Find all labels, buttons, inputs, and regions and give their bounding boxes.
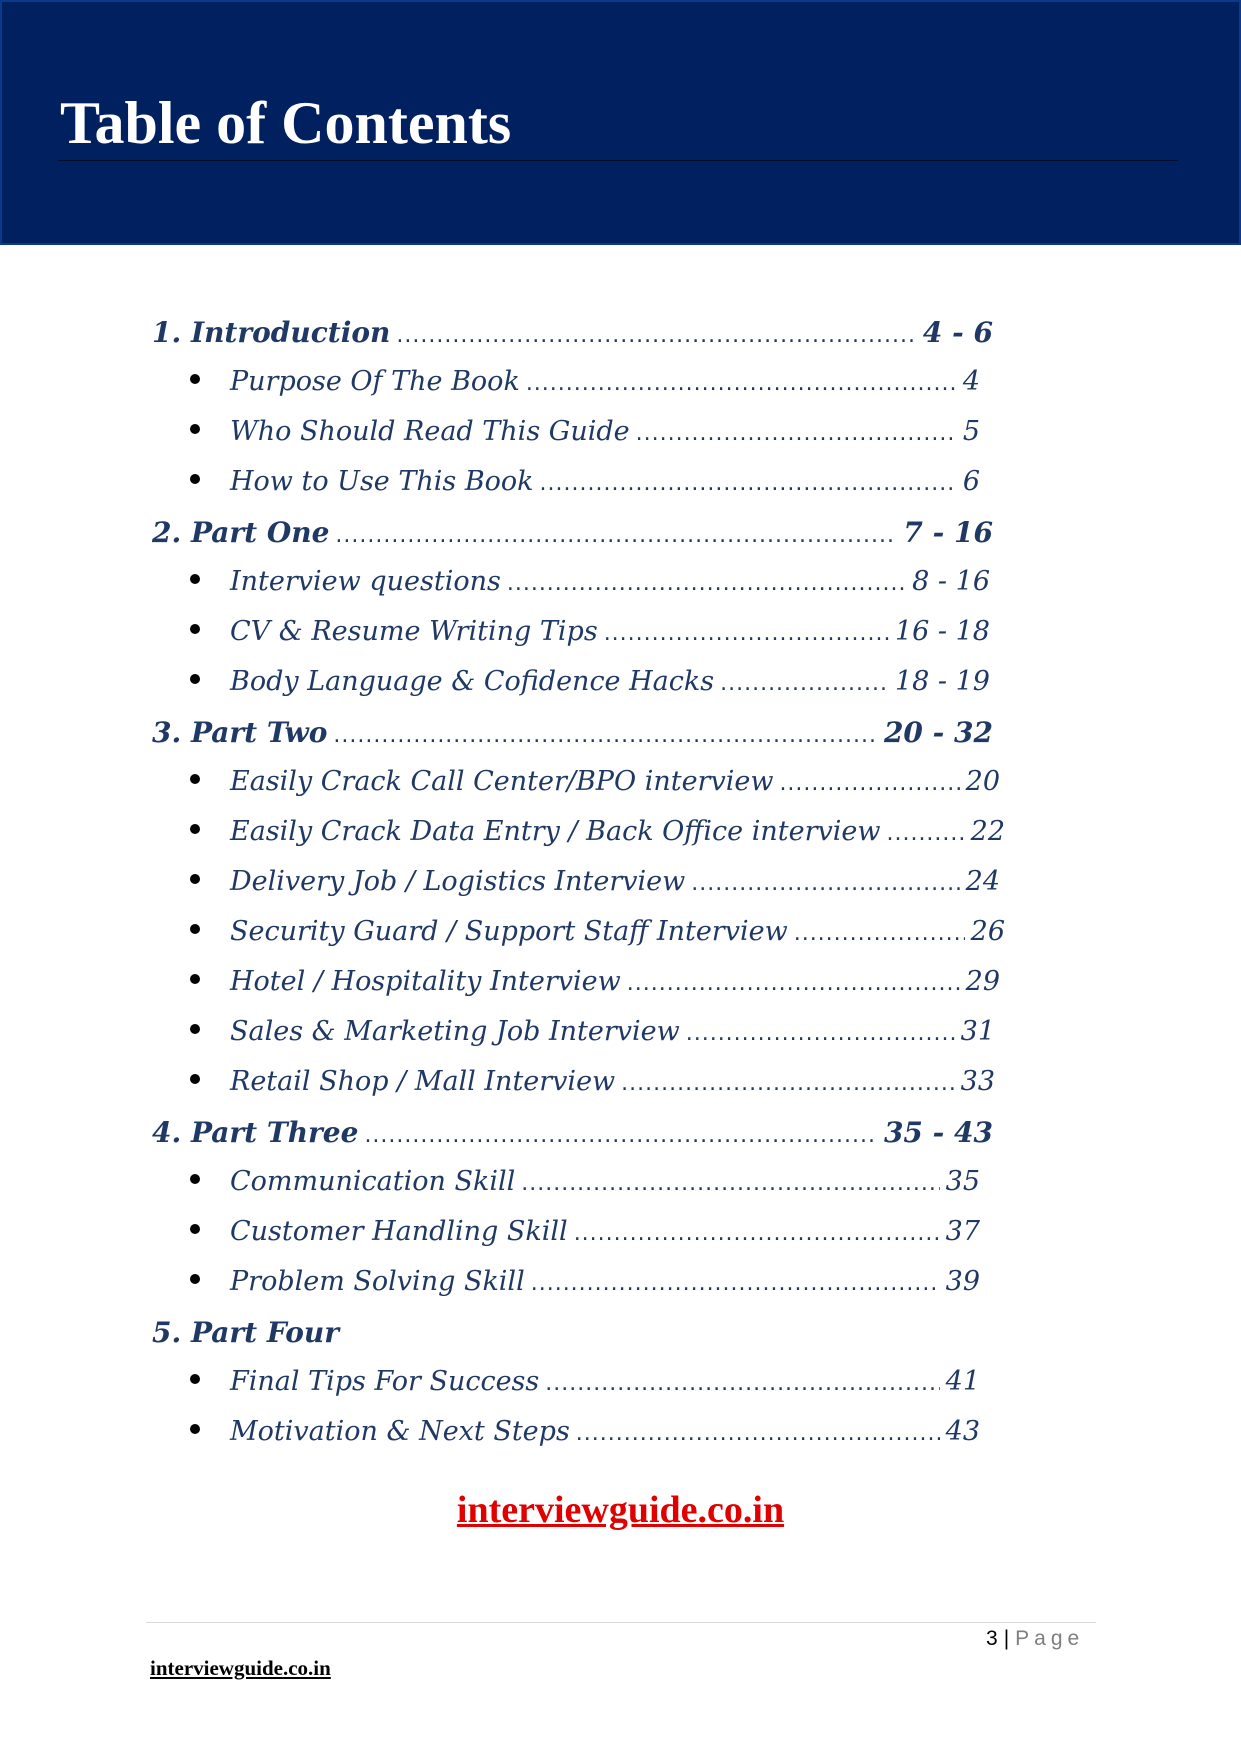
toc-item-label: Security Guard / Support Staff Interview: [230, 916, 788, 947]
toc-item[interactable]: [190, 666, 990, 706]
header-band: [0, 0, 1241, 245]
toc-item[interactable]: [190, 466, 980, 506]
page-title: Table of Contents: [60, 90, 512, 156]
toc-section-label: 3. Part Two: [152, 716, 328, 749]
toc-item-label: Easily Crack Data Entry / Back Office interview: [230, 816, 881, 847]
toc-item[interactable]: [190, 816, 1005, 856]
footer-divider: [146, 1622, 1096, 1623]
page-separator: |: [1003, 1627, 1010, 1650]
toc-dot-leader: [540, 471, 957, 496]
toc-dot-leader: [720, 671, 889, 696]
toc-item-label: Final Tips For Success: [230, 1366, 540, 1397]
toc-item-pages: 16 - 18: [894, 616, 990, 647]
toc-item-pages: 41: [945, 1366, 980, 1397]
bullet-icon: [190, 924, 200, 934]
toc-item-pages: 4: [962, 366, 980, 397]
toc-dot-leader: [691, 871, 959, 896]
bullet-icon: [190, 874, 200, 884]
toc-dot-leader: [574, 1221, 940, 1246]
toc-item-label: Retail Shop / Mall Interview: [230, 1066, 616, 1097]
toc-item-label: Who Should Read This Guide: [230, 416, 630, 447]
toc-dot-leader: [333, 723, 878, 748]
toc-dot-leader: [779, 771, 959, 796]
toc-section[interactable]: [152, 316, 993, 360]
toc-dot-leader: [794, 921, 965, 946]
toc-dot-leader: [886, 821, 964, 846]
toc-item[interactable]: [190, 1216, 980, 1256]
website-link[interactable]: interviewguide.co.in: [456, 1489, 785, 1531]
toc-item[interactable]: [190, 1416, 980, 1456]
bullet-icon: [190, 974, 200, 984]
toc-item[interactable]: [190, 1016, 995, 1056]
toc-item-pages: 22: [970, 816, 1005, 847]
toc-dot-leader: [396, 323, 917, 348]
toc-item[interactable]: [190, 1366, 980, 1406]
toc-section[interactable]: [152, 716, 993, 760]
toc-item[interactable]: [190, 1166, 980, 1206]
toc-item[interactable]: [190, 416, 980, 456]
toc-item[interactable]: [190, 566, 990, 606]
toc-section-pages: 7 - 16: [903, 516, 993, 549]
toc-section-pages: 20 - 32: [883, 716, 993, 749]
header-divider: [58, 160, 1178, 161]
bullet-icon: [190, 1174, 200, 1184]
page-number-label: [986, 1627, 1084, 1651]
bullet-icon: [190, 424, 200, 434]
toc-item-pages: 8 - 16: [912, 566, 990, 597]
toc-item-pages: 39: [945, 1266, 980, 1297]
bullet-icon: [190, 1024, 200, 1034]
toc-item-pages: 37: [945, 1216, 980, 1247]
toc-item-pages: 18 - 19: [894, 666, 990, 697]
toc-item-label: Hotel / Hospitality Interview: [230, 966, 621, 997]
toc-item-pages: 26: [970, 916, 1005, 947]
toc-dot-leader: [621, 1071, 954, 1096]
toc-item[interactable]: [190, 366, 980, 406]
bullet-icon: [190, 624, 200, 634]
toc-item-label: CV & Resume Writing Tips: [230, 616, 598, 647]
toc-item-label: Problem Solving Skill: [230, 1266, 525, 1297]
toc-item-label: Easily Crack Call Center/BPO interview: [230, 766, 774, 797]
toc-dot-leader: [521, 1171, 939, 1196]
toc-item-pages: 5: [962, 416, 980, 447]
toc-dot-leader: [686, 1021, 955, 1046]
toc-item-pages: 24: [965, 866, 1000, 897]
toc-section-pages: 35 - 43: [883, 1116, 993, 1149]
footer-website-link[interactable]: interviewguide.co.in: [150, 1656, 331, 1680]
toc-dot-leader: [576, 1421, 940, 1446]
toc-item-pages: 43: [945, 1416, 980, 1447]
toc-item-label: Purpose Of The Book: [230, 366, 520, 397]
toc-dot-leader: [636, 421, 957, 446]
bullet-icon: [190, 574, 200, 584]
page-number: 3: [986, 1627, 998, 1650]
toc-item-label: Communication Skill: [230, 1166, 516, 1197]
toc-item[interactable]: [190, 1266, 980, 1306]
toc-section-label: 4. Part Three: [152, 1116, 359, 1149]
bullet-icon: [190, 1374, 200, 1384]
toc-item[interactable]: [190, 616, 990, 656]
toc-dot-leader: [531, 1271, 940, 1296]
toc-item-label: Interview questions: [230, 566, 501, 597]
bullet-icon: [190, 1274, 200, 1284]
toc-section-pages: 4 - 6: [922, 316, 993, 349]
toc-dot-leader: [364, 1123, 878, 1148]
toc-item-label: Delivery Job / Logistics Interview: [230, 866, 686, 897]
toc-item-pages: 29: [965, 966, 1000, 997]
toc-item-pages: 6: [962, 466, 980, 497]
toc-dot-leader: [507, 571, 906, 596]
toc-item-label: Body Language & Cofidence Hacks: [230, 666, 715, 697]
toc-item-pages: 20: [965, 766, 1000, 797]
toc-item-pages: 33: [960, 1066, 995, 1097]
toc-item-label: Customer Handling Skill: [230, 1216, 568, 1247]
bullet-icon: [190, 1424, 200, 1434]
bullet-icon: [190, 1224, 200, 1234]
toc-section-label: 1. Introduction: [152, 316, 391, 349]
bullet-icon: [190, 374, 200, 384]
toc-section-label: 2. Part One: [152, 516, 330, 549]
toc-dot-leader: [545, 1371, 939, 1396]
toc-dot-leader: [627, 971, 960, 996]
toc-item[interactable]: [190, 866, 1000, 906]
toc-dot-leader: [335, 523, 897, 548]
toc-item-label: How to Use This Book: [230, 466, 534, 497]
toc-item-label: Sales & Marketing Job Interview: [230, 1016, 680, 1047]
toc-item-pages: 35: [945, 1166, 980, 1197]
toc-section[interactable]: [152, 1116, 993, 1160]
toc-section-label: 5. Part Four: [152, 1316, 339, 1349]
toc-dot-leader: [604, 621, 889, 646]
bullet-icon: [190, 774, 200, 784]
toc-item[interactable]: [190, 766, 1000, 806]
toc-section[interactable]: [152, 1316, 993, 1360]
toc-item-label: Motivation & Next Steps: [230, 1416, 570, 1447]
toc-dot-leader: [526, 371, 957, 396]
page-word: Page: [1015, 1627, 1085, 1650]
toc-item[interactable]: [190, 1066, 995, 1106]
toc-item[interactable]: [190, 966, 1000, 1006]
bullet-icon: [190, 674, 200, 684]
bullet-icon: [190, 474, 200, 484]
toc-section[interactable]: [152, 516, 993, 560]
bullet-icon: [190, 824, 200, 834]
toc-item-pages: 31: [960, 1016, 995, 1047]
bullet-icon: [190, 1074, 200, 1084]
toc-item[interactable]: [190, 916, 1005, 956]
